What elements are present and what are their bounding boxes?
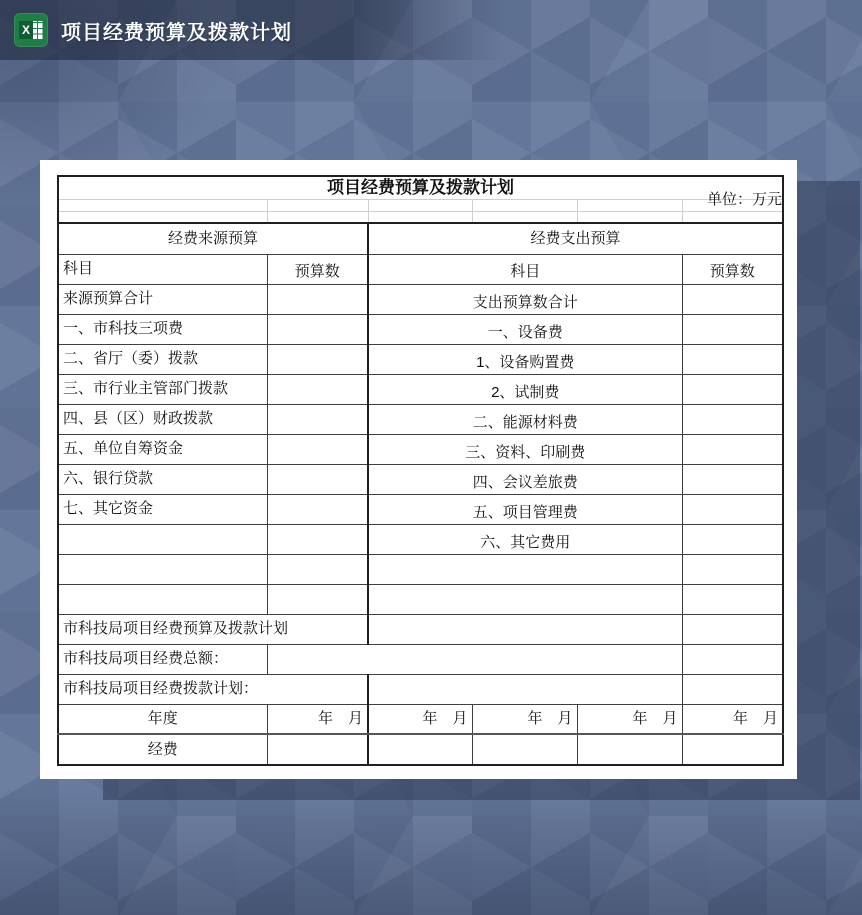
empty-cell <box>682 614 783 644</box>
fund-value-cell <box>682 734 783 765</box>
budget-value-cell <box>267 554 368 584</box>
empty-cell <box>682 644 783 674</box>
expense-item-cell <box>368 584 682 614</box>
source-item-cell <box>58 584 267 614</box>
excel-icon <box>14 13 48 47</box>
empty-cell <box>58 211 267 223</box>
budget-value-cell <box>682 434 783 464</box>
table-row <box>58 494 783 524</box>
table-row <box>58 284 783 314</box>
empty-cell <box>267 211 368 223</box>
budget-value-cell <box>267 284 368 314</box>
table-row <box>58 223 783 254</box>
table-row <box>58 211 783 223</box>
table-row <box>58 584 783 614</box>
unit-label-cell <box>682 190 783 211</box>
budget-value-cell <box>267 524 368 554</box>
empty-cell <box>368 199 472 211</box>
excel-icon-grid <box>33 21 43 39</box>
expense-item-cell: 三、资料、印刷费 <box>368 434 682 464</box>
fund-value-cell <box>472 734 577 765</box>
empty-cell <box>58 199 267 211</box>
source-item-cell: 一、市科技三项费 <box>58 314 267 344</box>
table-row <box>58 644 783 674</box>
empty-cell <box>368 674 682 704</box>
empty-cell <box>682 674 783 704</box>
budget-table <box>57 175 784 766</box>
source-budget-header: 预算数 <box>267 254 368 284</box>
empty-cell <box>472 211 577 223</box>
expense-item-cell: 2、试制费 <box>368 374 682 404</box>
budget-value-cell <box>682 524 783 554</box>
source-item-cell: 七、其它资金 <box>58 494 267 524</box>
budget-value-cell <box>682 554 783 584</box>
expense-section-header: 经费支出预算 <box>368 223 783 254</box>
empty-cell <box>267 644 682 674</box>
expense-item-cell <box>368 554 682 584</box>
expense-item-cell: 一、设备费 <box>368 314 682 344</box>
budget-value-cell <box>267 314 368 344</box>
source-item-cell: 三、市行业主管部门拨款 <box>58 374 267 404</box>
table-row <box>58 464 783 494</box>
window-titlebar <box>0 0 520 60</box>
expense-budget-header: 预算数 <box>682 254 783 284</box>
table-row <box>58 404 783 434</box>
fund-header-cell: 经费 <box>58 734 267 765</box>
empty-cell <box>472 199 577 211</box>
fund-value-cell <box>267 734 368 765</box>
budget-value-cell <box>682 404 783 434</box>
budget-value-cell <box>267 404 368 434</box>
excel-icon-letter: X <box>19 21 33 39</box>
empty-cell <box>368 211 472 223</box>
expense-subject-header: 科目 <box>368 254 682 284</box>
source-item-cell <box>58 524 267 554</box>
empty-cell <box>577 199 682 211</box>
budget-value-cell <box>682 464 783 494</box>
table-row <box>58 176 783 199</box>
budget-value-cell <box>682 314 783 344</box>
table-row <box>58 524 783 554</box>
expense-item-cell: 支出预算数合计 <box>368 284 682 314</box>
table-row <box>58 734 783 765</box>
period-cell: 年 月 <box>267 704 368 734</box>
table-row <box>58 314 783 344</box>
table-row <box>58 344 783 374</box>
table-row <box>58 554 783 584</box>
expense-item-cell: 1、设备购置费 <box>368 344 682 374</box>
footer-label-cell: 市科技局项目经费拨款计划： <box>58 674 368 704</box>
unit-label: 单位：万元 <box>706 190 782 208</box>
expense-item-cell: 四、会议差旅费 <box>368 464 682 494</box>
table-row <box>58 254 783 284</box>
period-cell: 年 月 <box>682 704 783 734</box>
budget-value-cell <box>267 434 368 464</box>
source-subject-header: 科目 <box>58 254 267 284</box>
expense-item-cell: 五、项目管理费 <box>368 494 682 524</box>
expense-item-cell: 六、其它费用 <box>368 524 682 554</box>
source-item-cell: 来源预算合计 <box>58 284 267 314</box>
window-title: 项目经费预算及拨款计划 <box>61 21 292 44</box>
empty-cell <box>267 199 368 211</box>
source-item-cell: 四、县（区）财政拨款 <box>58 404 267 434</box>
table-row <box>58 434 783 464</box>
year-header-cell: 年度 <box>58 704 267 734</box>
budget-value-cell <box>682 344 783 374</box>
budget-value-cell <box>267 464 368 494</box>
source-item-cell: 二、省厅（委）拨款 <box>58 344 267 374</box>
table-row <box>58 704 783 734</box>
budget-value-cell <box>267 374 368 404</box>
budget-value-cell <box>682 494 783 524</box>
empty-cell <box>368 614 682 644</box>
footer-label-cell: 市科技局项目经费预算及拨款计划 <box>58 614 368 644</box>
budget-value-cell <box>682 374 783 404</box>
table-row <box>58 374 783 404</box>
source-item-cell <box>58 554 267 584</box>
period-cell: 年 月 <box>368 704 472 734</box>
sheet-title: 项目经费预算及拨款计划 <box>58 176 783 199</box>
empty-cell <box>577 211 682 223</box>
source-section-header: 经费来源预算 <box>58 223 368 254</box>
budget-value-cell <box>267 344 368 374</box>
period-cell: 年 月 <box>472 704 577 734</box>
source-item-cell: 五、单位自筹资金 <box>58 434 267 464</box>
period-cell: 年 月 <box>577 704 682 734</box>
fund-value-cell <box>577 734 682 765</box>
footer-label-cell: 市科技局项目经费总额： <box>58 644 267 674</box>
budget-value-cell <box>682 584 783 614</box>
budget-value-cell <box>267 584 368 614</box>
table-row <box>58 614 783 644</box>
expense-item-cell: 二、能源材料费 <box>368 404 682 434</box>
budget-value-cell <box>682 284 783 314</box>
table-row <box>58 199 783 211</box>
source-item-cell: 六、银行贷款 <box>58 464 267 494</box>
sheet-panel <box>40 160 797 779</box>
fund-value-cell <box>368 734 472 765</box>
budget-value-cell <box>267 494 368 524</box>
empty-cell <box>682 211 783 223</box>
table-row <box>58 674 783 704</box>
